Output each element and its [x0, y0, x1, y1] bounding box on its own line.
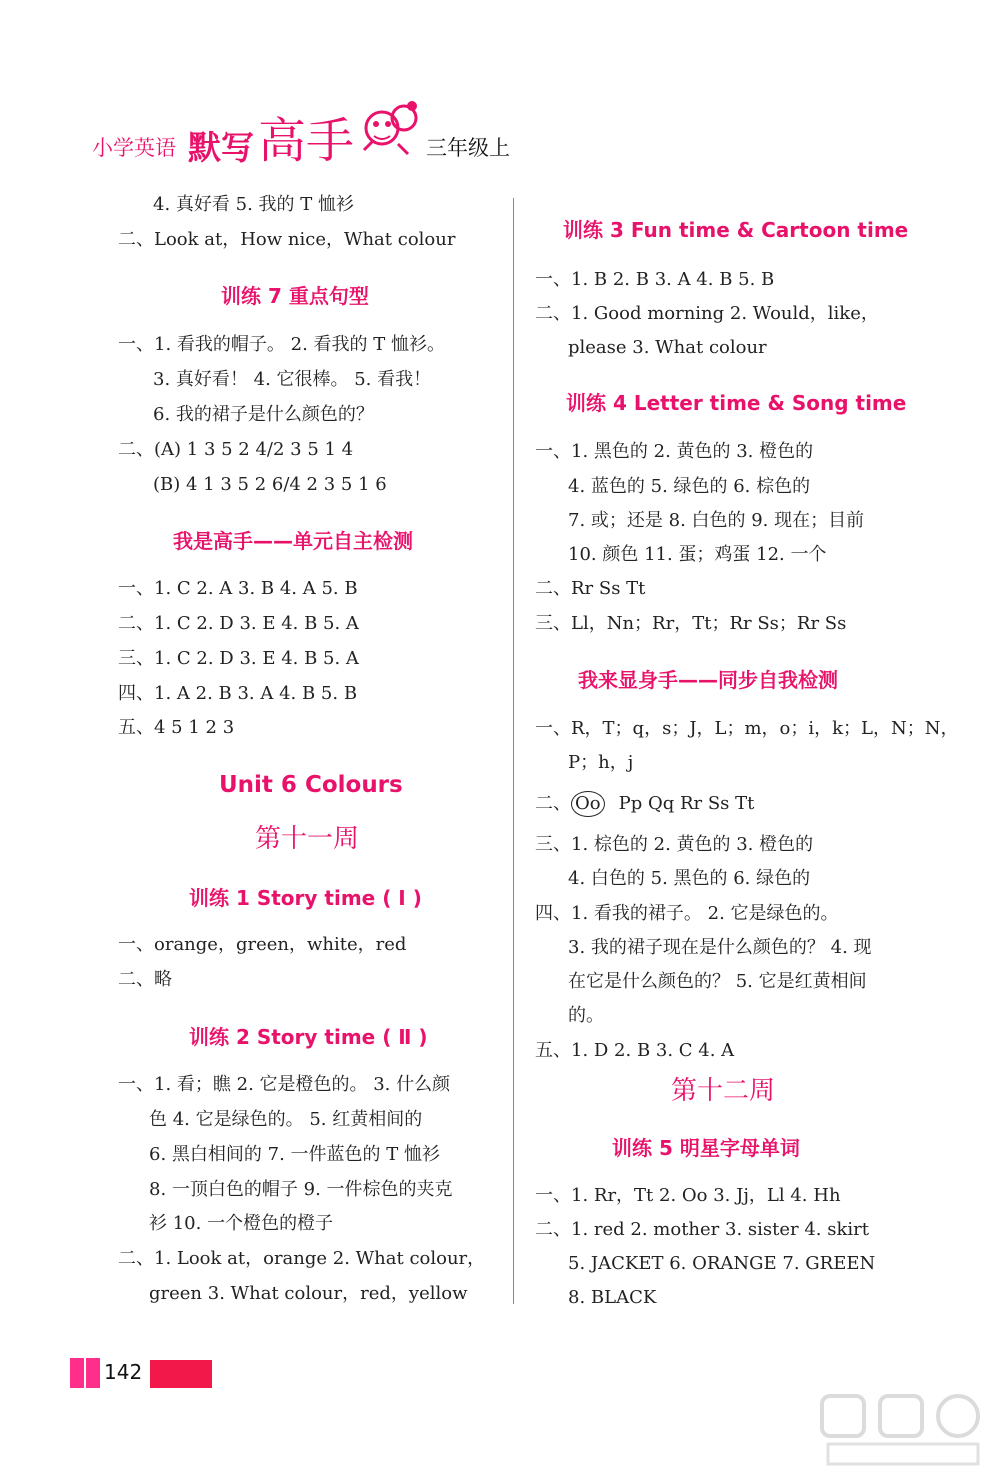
page-number: 142: [104, 1360, 143, 1384]
answer-line: 衫 10. 一个橙色的橙子: [149, 1213, 334, 1234]
answer-line: 一、1. 看；瞧 2. 它是橙色的。 3. 什么颜: [118, 1074, 451, 1095]
watermark-logo-icon: [818, 1390, 988, 1470]
answer-line: 二、1. red 2. mother 3. sister 4. skirt: [535, 1219, 869, 1240]
section-heading-training1: 训练 1 Story time ( Ⅰ ): [189, 886, 422, 910]
answer-line: 一、orange，green，white，red: [118, 934, 407, 955]
header-subject: 小学英语: [92, 136, 176, 160]
answer-line: 6. 黑白相间的 7. 一件蓝色的 T 恤衫: [149, 1144, 440, 1165]
answer-line: 四、1. A 2. B 3. A 4. B 5. B: [118, 683, 358, 704]
answer-line: 5. JACKET 6. ORANGE 7. GREEN: [568, 1253, 876, 1274]
week-title: 第十二周: [671, 1076, 776, 1106]
answer-line: 三、1. 棕色的 2. 黄色的 3. 橙色的: [535, 834, 814, 855]
section-heading-training5: 训练 5 明星字母单词: [612, 1136, 800, 1160]
header-title-mid: 默写: [188, 128, 254, 167]
header-grade: 三年级上: [426, 136, 510, 160]
answer-line: 的。: [568, 1005, 604, 1026]
answer-line: 二、Rr Ss Tt: [535, 578, 646, 599]
section-heading-unit-test: 我是高手——单元自主检测: [173, 529, 413, 553]
unit-title: Unit 6 Colours: [219, 772, 403, 798]
footer-decor-bar: [70, 1358, 84, 1388]
answer-line: 8. 一顶白色的帽子 9. 一件棕色的夹克: [149, 1179, 453, 1200]
answer-prefix: 二、: [535, 793, 571, 814]
answer-line: 4. 白色的 5. 黑色的 6. 绿色的: [568, 868, 811, 889]
answer-line: 五、1. D 2. B 3. C 4. A: [535, 1040, 735, 1061]
answer-line: 二、略: [118, 969, 172, 990]
answer-line: 二、(A) 1 3 5 2 4/2 3 5 1 4: [118, 439, 354, 460]
answer-line: 3. 我的裙子现在是什么颜色的？ 4. 现: [568, 937, 872, 958]
answer-line: 10. 颜色 11. 蛋；鸡蛋 12. 一个: [568, 544, 827, 565]
answer-line: 三、1. C 2. D 3. E 4. B 5. A: [118, 648, 359, 669]
answer-line: 二、1. C 2. D 3. E 4. B 5. A: [118, 613, 359, 634]
section-heading-training7: 训练 7 重点句型: [221, 284, 369, 308]
answer-line: 8. BLACK: [568, 1287, 657, 1308]
header-title-big: 高手: [258, 113, 355, 169]
footer-decor-bar: [86, 1358, 100, 1388]
answer-line: 一、1. C 2. A 3. B 4. A 5. B: [118, 578, 358, 599]
answer-line: 一、1. 看我的帽子。 2. 看我的 T 恤衫。: [118, 334, 445, 355]
answer-line: 7. 或；还是 8. 白色的 9. 现在；目前: [568, 510, 865, 531]
answer-line: 三、Ll，Nn；Rr，Tt；Rr Ss；Rr Ss: [535, 613, 847, 634]
section-heading-training4: 训练 4 Letter time & Song time: [566, 391, 907, 415]
answer-line: (B) 4 1 3 5 2 6/4 2 3 5 1 6: [153, 474, 387, 495]
answer-line: please 3. What colour: [568, 337, 767, 358]
answer-line: 色 4. 它是绿色的。 5. 红黄相间的: [149, 1109, 423, 1130]
circled-answer: Oo: [571, 791, 605, 817]
answer-line: 二、1. Look at，orange 2. What colour，: [118, 1248, 486, 1269]
answer-line: 二、Look at，How nice，What colour: [118, 229, 456, 250]
answer-line: 4. 真好看 5. 我的 T 恤衫: [153, 194, 354, 215]
answer-line: 6. 我的裙子是什么颜色的？: [153, 404, 374, 425]
answer-line: 一、R，T；q，s；J，L；m，o；i，k；L，N；N，: [535, 718, 959, 739]
column-divider: [513, 198, 514, 1304]
answer-rest: Pp Qq Rr Ss Tt: [618, 793, 755, 814]
week-title: 第十一周: [255, 824, 360, 854]
answer-line: green 3. What colour，red，yellow: [149, 1283, 468, 1304]
answer-line: 一、1. Rr，Tt 2. Oo 3. Jj，Ll 4. Hh: [535, 1185, 841, 1206]
answer-line: 一、1. 黑色的 2. 黄色的 3. 橙色的: [535, 441, 814, 462]
answer-line: 4. 蓝色的 5. 绿色的 6. 棕色的: [568, 476, 811, 497]
answer-line: 五、4 5 1 2 3: [118, 717, 235, 738]
section-heading-training3: 训练 3 Fun time & Cartoon time: [563, 218, 909, 242]
answer-line: 在它是什么颜色的？ 5. 它是红黄相间: [568, 971, 867, 992]
answer-line: 一、1. B 2. B 3. A 4. B 5. B: [535, 269, 775, 290]
answer-line: 二、1. Good morning 2. Would，like，: [535, 303, 879, 324]
answer-line: 3. 真好看！ 4. 它很棒。 5. 看我！: [153, 369, 432, 390]
section-heading-training2: 训练 2 Story time ( Ⅱ ): [189, 1025, 428, 1049]
answer-line: P；h，j: [568, 752, 634, 773]
footer-decor-block: [150, 1360, 212, 1388]
book-header: [92, 88, 552, 168]
answer-line-circled: [535, 791, 754, 817]
section-heading-sync-test: 我来显身手——同步自我检测: [578, 668, 838, 692]
answer-line: 四、1. 看我的裙子。 2. 它是绿色的。: [535, 903, 839, 924]
